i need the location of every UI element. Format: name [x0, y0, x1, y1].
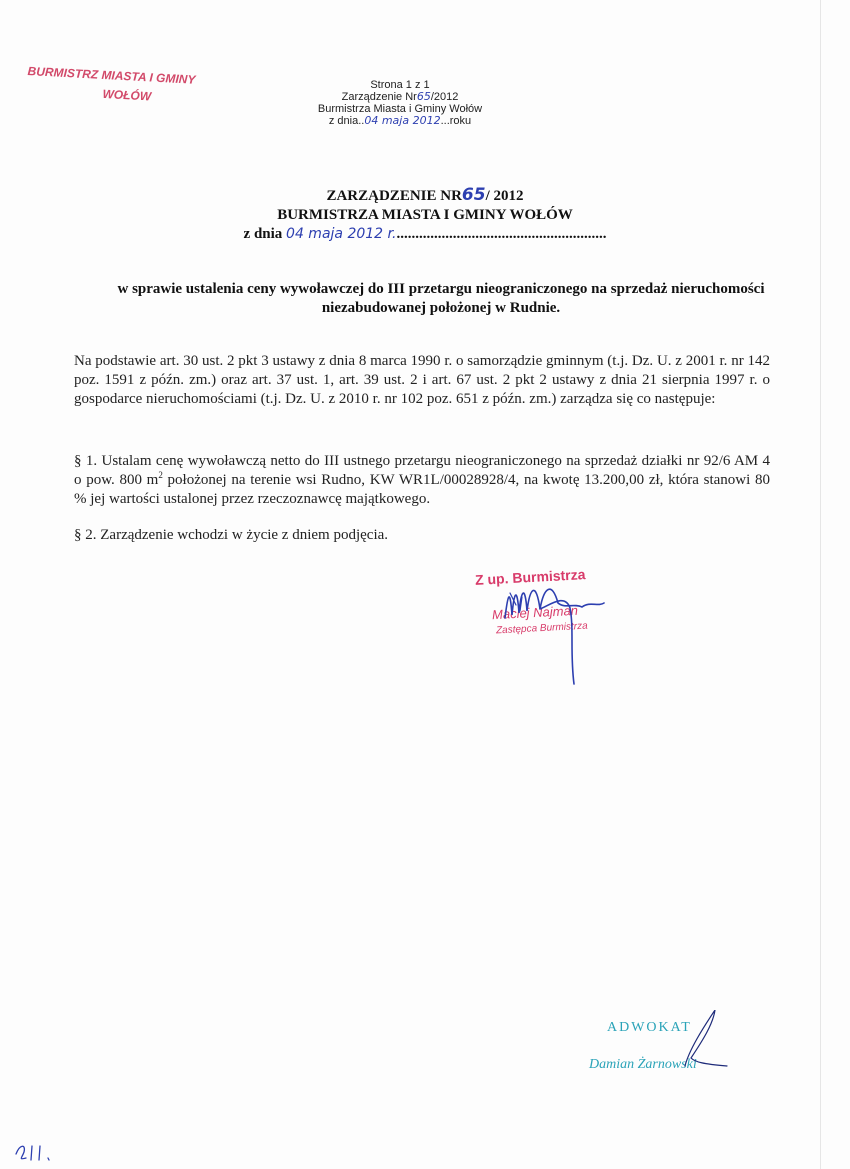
section-2-paragraph: § 2. Zarządzenie wchodzi w życie z dniem podjęcia. [74, 527, 389, 543]
advocate-initial-signature [585, 1010, 745, 1080]
handwritten-signature [470, 563, 670, 693]
document-title [180, 186, 670, 244]
handwritten-header-date: 04 maja 2012 [364, 114, 441, 127]
handwritten-corner-mark [14, 1138, 74, 1164]
advocate-stamp [585, 1010, 745, 1080]
signature-stamp-role: Zastępca Burmistrza [495, 620, 588, 637]
page-counter: Strona 1 z 1 [370, 79, 430, 91]
title-date-line: z dnia 04 maja 2012 r......................................................... [243, 226, 607, 242]
stamp-line-1: BURMISTRZ MIASTA I GMINY [27, 64, 196, 87]
ordinance-reference: Zarządzenie Nr65/2012 [341, 90, 459, 103]
issuer-line: Burmistrza Miasta i Gminy Wołów [317, 103, 483, 115]
header-date-line: z dnia..04 maja 2012...roku [328, 114, 472, 127]
handwritten-ref-number: 65 [416, 90, 431, 103]
stamp-line-2: WOŁÓW [102, 86, 152, 104]
advocate-title: ADWOKAT [607, 1020, 692, 1035]
title-line-2: BURMISTRZA MIASTA I GMINY WOŁÓW [277, 207, 573, 223]
handwritten-title-date: 04 maja 2012 r. [286, 226, 397, 242]
scan-edge-line [820, 0, 821, 1169]
advocate-name: Damian Żarnowski [589, 1057, 697, 1072]
page-header-reference [300, 79, 500, 127]
signature-stamp-name: Maciej Najman [491, 602, 579, 623]
legal-basis-paragraph: Na podstawie art. 30 ust. 2 pkt 3 ustawy z dnia 8 marca 1990 r. o samorządzie gminnym (t.j. Dz. U. z 2001 r. nr 142 poz. 1591 z późn. zm.) oraz art. 37 ust. 1, art. 39 ust. 2 i art. 67 ust. 2 pkt 2 ustawy z dnia 21 sierpnia 1997 r. o gospodarce nieruchomościami (t.j. Dz. U. z 2010 r. nr 102 poz. 651 z późn. zm.) zarządza się co następuje: [74, 353, 770, 407]
document-subject: w sprawie ustalenia ceny wywoławczej do III przetargu nieograniczonego na sprzedaż nieruchomości niezabudowanej położonej w Rudnie. [117, 281, 765, 316]
mayor-office-stamp [26, 64, 247, 108]
handwritten-title-number: 65 [461, 185, 486, 205]
signature-stamp-authority: Z up. Burmistrza [474, 566, 586, 588]
title-line-1: ZARZĄDZENIE NR65/ 2012 [326, 185, 524, 205]
deputy-mayor-signature-stamp [470, 563, 670, 693]
section-1-paragraph: § 1. Ustalam cenę wywoławczą netto do III ustnego przetargu nieograniczonego na sprzedaż działki nr 92/6 AM 4 o pow. 800 $m^2$ położonej na terenie wsi Rudno, KW WR1L/00028928/4, na kwotę 13.200,00 zł, która stanowi 80 % jej wartości ustalonej przez rzeczoznawcę majątkowego. [74, 453, 770, 507]
